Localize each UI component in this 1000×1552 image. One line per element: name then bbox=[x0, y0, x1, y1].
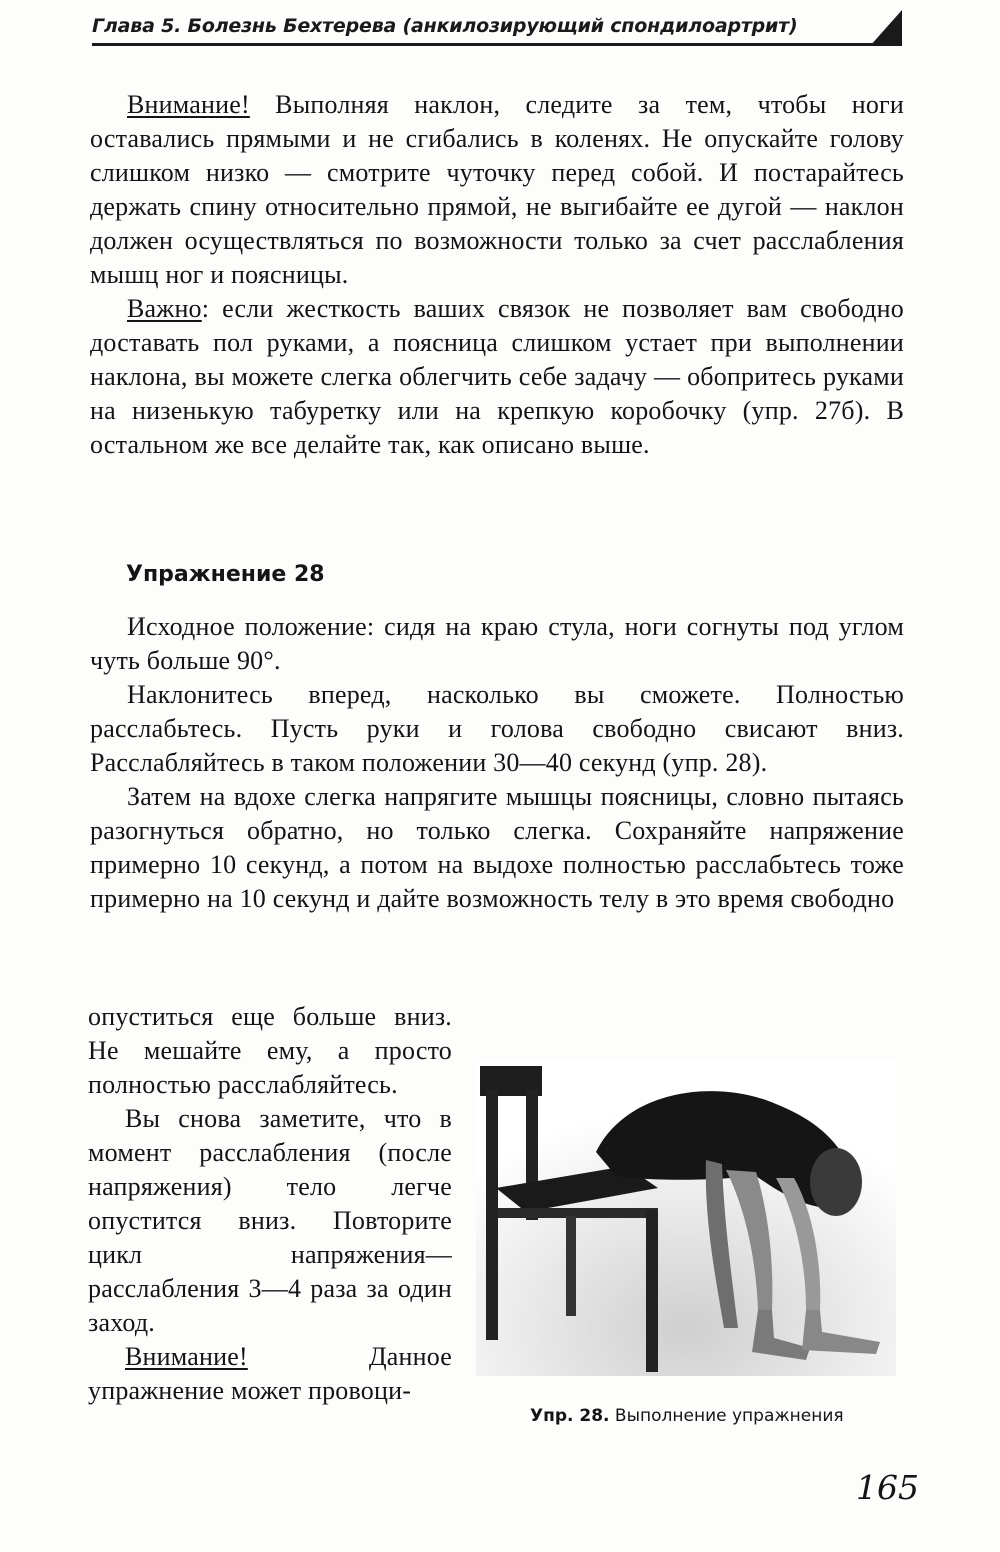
paragraph-start-position: Исходное положение: сидя на краю стула, ноги согнуты под углом чуть больше 90°. bbox=[90, 612, 904, 675]
paragraph-repeat: Вы снова заметите, что в момент расслабления (после напряжения) тело легче опустится вниз. Повторите цикл напряжения—расслабления 3—4 раза за один заход. bbox=[88, 1104, 452, 1337]
attention-label: Внимание! bbox=[127, 90, 250, 119]
corner-triangle-icon bbox=[868, 10, 902, 46]
paragraph-warning bbox=[88, 1340, 452, 1408]
running-title: Глава 5. Болезнь Бехтерева (анкилозирующий спондилоартрит) bbox=[92, 15, 798, 37]
paragraph-continued: опуститься еще больше вниз. Не мешайте ему, а просто полностью расслабляйтесь. bbox=[88, 1002, 452, 1099]
paragraph-tense-relax: Затем на вдохе слегка напрягите мышцы поясницы, словно пытаясь разогнуться обратно, но только слегка. Сохраняйте напряжение примерно 10 секунд, а потом на выдохе полностью расслабьтесь тоже примерно на 10 секунд и дайте возможность телу в это время свободно bbox=[90, 782, 904, 913]
top-text-block bbox=[90, 88, 904, 462]
page-number: 165 bbox=[856, 1468, 919, 1507]
figure-caption bbox=[530, 1406, 844, 1426]
paragraph-lean-forward: Наклонитесь вперед, насколько вы сможете. Полностью расслабьтесь. Пусть руки и голова свободно свисают вниз. Расслабляйтесь в таком положении 30—40 секунд (упр. 28). bbox=[90, 680, 904, 777]
exercise-photo bbox=[476, 1060, 896, 1376]
caption-label: Упр. 28. bbox=[530, 1406, 610, 1426]
warning-label: Внимание! bbox=[125, 1342, 248, 1371]
attention-text: Выполняя наклон, следите за тем, чтобы ноги оставались прямыми и не сгибались в коленях. Не опускайте голову слишком низко — смотрите чуточку перед собой. И постарайтесь держать спину относительно прямой, не выгибайте ее дугой — наклон должен осуществляться по возможности только за счет расслабления мышц ног и поясницы. bbox=[90, 90, 904, 289]
important-label: Важно bbox=[127, 294, 202, 323]
person-head bbox=[810, 1148, 862, 1216]
wrapped-text-block bbox=[88, 1000, 452, 1408]
header-rule bbox=[92, 43, 902, 46]
caption-text: Выполнение упражнения bbox=[609, 1406, 844, 1426]
exercise-heading: Упражнение 28 bbox=[126, 562, 325, 587]
paragraph-important bbox=[90, 292, 904, 462]
running-header bbox=[92, 10, 902, 46]
chair-front-leg bbox=[646, 1210, 658, 1372]
paragraph-attention bbox=[90, 88, 904, 292]
chair-back-leg bbox=[486, 1090, 498, 1340]
important-text: : если жесткость ваших связок не позволяет вам свободно доставать пол руками, а поясница слишком устает при выполнении наклона, вы можете слегка облегчить себе задачу — обопритесь руками на низенькую табуретку или на крепкую коробочку (упр. 27б). В остальном же все делайте так, как описано выше. bbox=[90, 294, 904, 459]
warning-text: Данное упражнение может провоци- bbox=[88, 1342, 452, 1405]
exercise-text-block bbox=[90, 610, 904, 916]
